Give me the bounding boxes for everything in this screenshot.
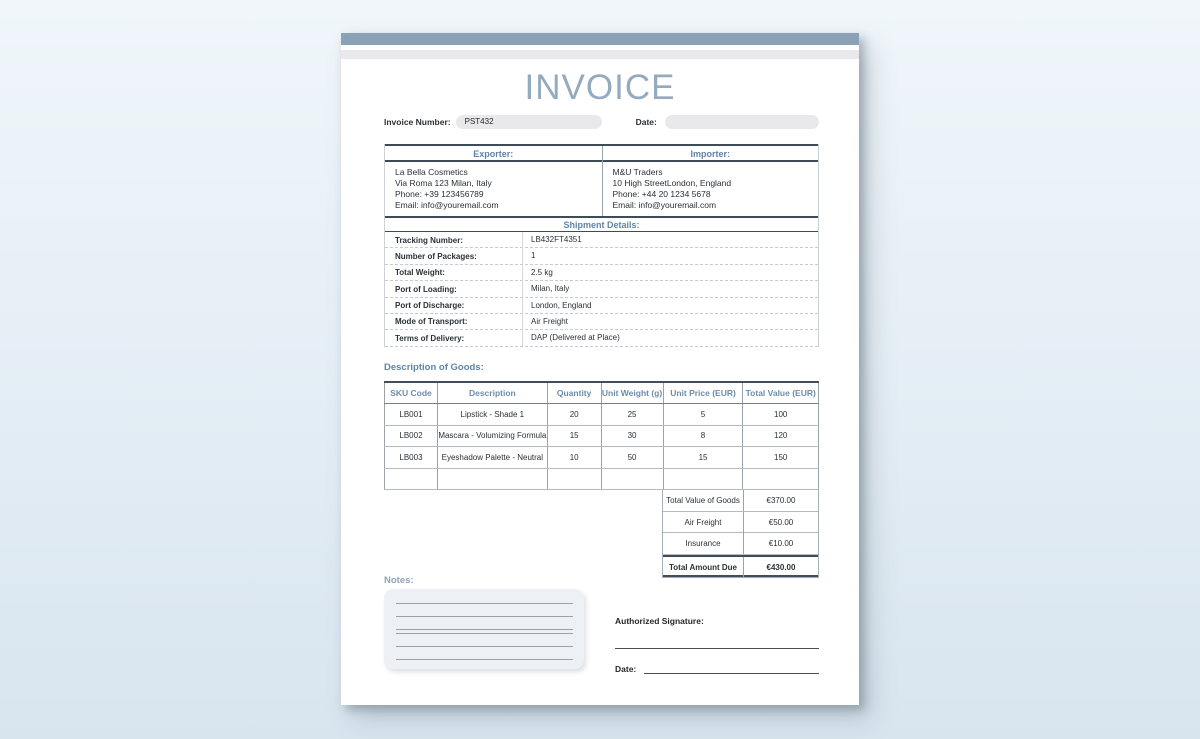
totals-label: Total Amount Due — [669, 562, 737, 572]
shipment-row-loading-port — [385, 281, 818, 297]
cell-description — [437, 468, 547, 490]
page-top-gray-strip — [341, 50, 859, 59]
cell-quantity: 20 — [547, 404, 601, 426]
col-total-value: Total Value (EUR) — [743, 382, 819, 404]
totals-table — [662, 490, 819, 578]
cell-unit-price: 5 — [663, 404, 743, 426]
page-title: INVOICE — [524, 68, 676, 107]
cell-unit-price: 15 — [663, 447, 743, 469]
parties-body-row — [385, 162, 818, 216]
cell-total-value: 150 — [743, 447, 819, 469]
cell-unit-weight — [601, 468, 663, 490]
totals-value: €10.00 — [743, 533, 818, 554]
totals-row-insurance — [663, 533, 818, 555]
importer-name: M&U Traders — [612, 167, 663, 177]
shipment-row-tracking — [385, 232, 818, 248]
cell-quantity: 10 — [547, 447, 601, 469]
shipment-row-discharge-port — [385, 298, 818, 314]
date-label: Date: — [635, 116, 657, 127]
cell-description: Mascara - Volumizing Formula — [437, 425, 547, 447]
totals-label: Air Freight — [684, 517, 722, 527]
invoice-meta-row — [384, 114, 819, 129]
notes-line — [396, 633, 573, 634]
shipment-details-heading: Shipment Details: — [385, 216, 818, 232]
cell-total-value — [743, 468, 819, 490]
invoice-number-input[interactable] — [456, 115, 602, 129]
importer-street: 10 High StreetLondon, England — [612, 178, 732, 188]
invoice-page — [341, 33, 859, 705]
notes-box[interactable] — [384, 589, 584, 669]
exporter-street: Via Roma 123 Milan, Italy — [395, 178, 492, 188]
shipment-value: Air Freight — [522, 314, 818, 330]
notes-line — [396, 646, 573, 647]
date-input[interactable] — [665, 115, 819, 129]
cell-total-value: 100 — [743, 404, 819, 426]
col-unit-price: Unit Price (EUR) — [663, 382, 743, 404]
shipment-row-weight — [385, 265, 818, 281]
cell-unit-weight: 30 — [601, 425, 663, 447]
totals-label: Total Value of Goods — [666, 496, 740, 506]
signature-line — [615, 641, 819, 649]
shipment-value: DAP (Delivered at Place) — [522, 330, 818, 346]
totals-row-freight — [663, 512, 818, 534]
col-unit-weight: Unit Weight (g) — [601, 382, 663, 404]
parties-header-row — [385, 144, 818, 162]
cell-total-value: 120 — [743, 425, 819, 447]
importer-header: Importer: — [602, 146, 819, 162]
totals-value: €430.00 — [743, 557, 818, 578]
shipment-value: London, England — [522, 298, 818, 314]
shipment-value: Milan, Italy — [522, 281, 818, 297]
shipment-label: Tracking Number: — [395, 235, 464, 245]
invoice-number-label: Invoice Number: — [384, 116, 451, 127]
notes-line — [396, 616, 573, 617]
notes-line — [396, 603, 573, 604]
cell-unit-weight: 25 — [601, 404, 663, 426]
cell-description: Eyeshadow Palette - Neutral — [437, 447, 547, 469]
totals-label: Insurance — [685, 539, 721, 549]
cell-quantity — [547, 468, 601, 490]
shipment-value: 1 — [522, 248, 818, 264]
shipment-value: 2.5 kg — [522, 265, 818, 281]
shipment-label: Port of Discharge: — [395, 301, 465, 311]
totals-value: €370.00 — [743, 490, 818, 511]
cell-quantity: 15 — [547, 425, 601, 447]
goods-heading: Description of Goods: — [384, 361, 484, 373]
col-sku: SKU Code — [385, 382, 438, 404]
cell-sku: LB003 — [385, 447, 438, 469]
goods-table — [384, 381, 819, 491]
parties-and-shipment-section — [384, 144, 819, 347]
shipment-row-packages — [385, 248, 818, 264]
goods-row-1 — [385, 404, 819, 426]
totals-row-amount-due — [663, 555, 818, 577]
totals-value: €50.00 — [743, 512, 818, 533]
notes-line — [396, 629, 573, 630]
exporter-email: Email: info@youremail.com — [395, 200, 499, 210]
goods-header-row — [385, 382, 819, 404]
shipment-label: Mode of Transport: — [395, 317, 468, 327]
shipment-label: Total Weight: — [395, 268, 445, 278]
exporter-phone: Phone: +39 123456789 — [395, 189, 484, 199]
page-top-accent-bar — [341, 33, 859, 45]
cell-sku: LB002 — [385, 425, 438, 447]
cell-description: Lipstick - Shade 1 — [437, 404, 547, 426]
cell-unit-weight: 50 — [601, 447, 663, 469]
shipment-label: Number of Packages: — [395, 251, 477, 261]
shipment-row-delivery-terms — [385, 330, 818, 346]
importer-address — [602, 162, 819, 216]
goods-row-2 — [385, 425, 819, 447]
exporter-address — [385, 162, 602, 216]
cell-unit-price — [663, 468, 743, 490]
shipment-label: Port of Loading: — [395, 284, 457, 294]
signature-date-label: Date: — [615, 663, 637, 674]
shipment-label: Terms of Delivery: — [395, 333, 465, 343]
notes-line — [396, 659, 573, 660]
col-description: Description — [437, 382, 547, 404]
signature-date-line — [644, 665, 819, 674]
authorized-signature-label: Authorized Signature: — [615, 615, 704, 626]
col-quantity: Quantity — [547, 382, 601, 404]
importer-email: Email: info@youremail.com — [612, 200, 717, 210]
exporter-name: La Bella Cosmetics — [395, 167, 468, 177]
totals-row-goods — [663, 490, 818, 512]
shipment-row-transport-mode — [385, 314, 818, 330]
cell-sku — [385, 468, 438, 490]
shipment-value: LB432FT4351 — [522, 232, 818, 248]
notes-label: Notes: — [384, 574, 414, 586]
cell-sku: LB001 — [385, 404, 438, 426]
goods-row-empty — [385, 468, 819, 490]
exporter-header: Exporter: — [473, 149, 514, 159]
cell-unit-price: 8 — [663, 425, 743, 447]
importer-phone: Phone: +44 20 1234 5678 — [612, 189, 711, 199]
goods-row-3 — [385, 447, 819, 469]
